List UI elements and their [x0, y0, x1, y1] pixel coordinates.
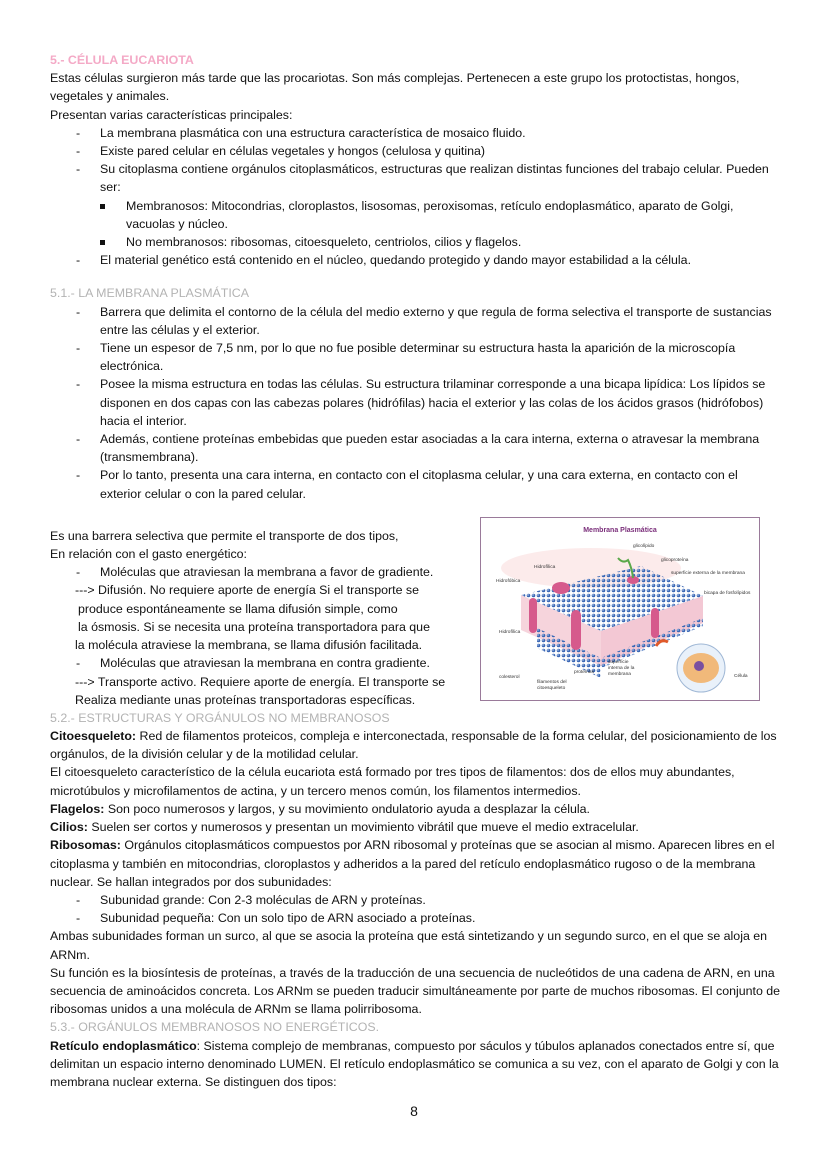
- term: Cilios:: [50, 820, 88, 835]
- paragraph: [50, 836, 782, 891]
- figure-label: Hidrofílica: [534, 564, 556, 570]
- list-item: - Moléculas que atraviesan la membrana en contra gradiente.: [50, 654, 480, 672]
- list-item: - Subunidad grande: Con 2-3 moléculas de ARN y proteínas.: [50, 891, 782, 909]
- figure-label: glicoproteína: [661, 557, 689, 563]
- document-page: [50, 51, 782, 1091]
- term: Citoesqueleto:: [50, 729, 137, 744]
- section-title: 5.2.- ESTRUCTURAS Y ORGÁNULOS NO MEMBRANOSOS: [50, 710, 390, 725]
- text-line: la ósmosis. Si se necesita una proteína transportadora para que: [78, 619, 430, 634]
- paragraph: Presentan varias características principales:: [50, 107, 293, 122]
- list-item: - Subunidad pequeña: Con un solo tipo de ARN asociado a proteínas.: [50, 909, 782, 927]
- definition: Suelen ser cortos y numerosos y presentan un movimiento vibrátil que mueve el medio extracelular.: [87, 820, 639, 835]
- page-number: 8: [410, 1103, 418, 1119]
- term: Ribosomas:: [50, 838, 121, 853]
- list-item: - Tiene un espesor de 7,5 nm, por lo que no fue posible determinar su estructura hasta la aparición de la microscopía electrónica.: [50, 339, 782, 375]
- figure-label: Hidrofílica: [499, 629, 521, 635]
- figure-label: proteínas: [574, 669, 595, 675]
- list-item: - Además, contiene proteínas embebidas que pueden estar asociadas a la cara interna, externa o atravesar la membrana (transmembrana).: [50, 430, 782, 466]
- text-line: Realiza mediante unas proteínas transportadoras específicas.: [75, 692, 416, 707]
- sub-list-item: No membranosos: ribosomas, citoesqueleto, centriolos, cilios y flagelos.: [50, 233, 782, 251]
- list-item: - Su citoplasma contiene orgánulos citoplasmáticos, estructuras que realizan distintas funciones del trabajo celular. Pueden ser:: [50, 160, 782, 196]
- section-title: 5.- CÉLULA EUCARIOTA: [50, 53, 194, 67]
- figure-title: Membrana Plasmática: [583, 526, 657, 534]
- figure-label: bicapa de fosfolípidos: [704, 590, 751, 596]
- paragraph: Ambas subunidades forman un surco, al que se asocia la proteína que está sintetizando y un segundo surco, en el que se aloja en ARNm.: [50, 929, 768, 962]
- text-line: produce espontáneamente se llama difusión simple, como: [78, 601, 398, 616]
- figure-label: superficie interna de la membrana: [608, 659, 635, 677]
- figure-label: Célula: [734, 673, 748, 679]
- paragraph: Estas células surgieron más tarde que las procariotas. Son más complejas. Pertenecen a este grupo los protoctistas, hongos, vegetales y animales.: [50, 71, 740, 104]
- section-title: 5.1.- LA MEMBRANA PLASMÁTICA: [50, 286, 249, 301]
- list-item: - La membrana plasmática con una estructura característica de mosaico fluido.: [50, 124, 782, 142]
- term: Flagelos:: [50, 801, 105, 816]
- figure-label: superficie externa de la membrana: [671, 570, 745, 576]
- transport-text: [50, 527, 480, 709]
- list-item: - Barrera que delimita el contorno de la célula del medio externo y que regula de forma selectiva el transporte de sustancias entre las células y el exterior.: [50, 303, 782, 339]
- text-line: ---> Difusión. No requiere aporte de energía Si el transporte se: [75, 583, 420, 598]
- paragraph: [50, 800, 782, 818]
- figure-label: filamentos del citoesqueleto: [537, 679, 567, 691]
- definition: : Sistema complejo de membranas, compuesto por sáculos y túbulos aplanados conectados entre sí, que delimitan un espacio interno denominado LUMEN. El retículo endoplasmático se comunica a su vez, con el aparato de Golgi y con la membrana nuclear externa. Se distinguen dos tipos:: [50, 1038, 779, 1089]
- list-item: - Existe pared celular en células vegetales y hongos (celulosa y quitina): [50, 142, 782, 160]
- figure-label: colesterol: [499, 674, 520, 680]
- paragraph: [50, 727, 782, 763]
- list-item: - Posee la misma estructura en todas las células. Su estructura trilaminar corresponde a una bicapa lipídica: Los lípidos se disponen en dos capas con las cabezas polares (hidrófilas) hacia el exterior y las colas de los ácidos grasos (hidrófobos) hacia el interior.: [50, 375, 782, 430]
- section-title: 5.3.- ORGÁNULOS MEMBRANOSOS NO ENERGÉTICOS.: [50, 1020, 380, 1035]
- paragraph: Su función es la biosíntesis de proteínas, a través de la traducción de una secuencia de nucleótidos de una cadena de ARN, en una secuencia de aminoácidos concreta. Los ARNm se pueden traducir simultáneamente por parte de muchos ribosomas. El conjunto de ribosomas unidos a una molécula de ARNm se llama polirribosoma.: [50, 965, 781, 1017]
- figure-label: Hidrofóbica: [496, 578, 521, 584]
- paragraph: [50, 1037, 782, 1092]
- definition: Red de filamentos proteicos, compleja e interconectada, responsable de la forma celular, del posicionamiento de los orgánulos, de la división celular y de la motilidad celular.: [50, 729, 777, 762]
- text-line: Es una barrera selectiva que permite el transporte de dos tipos,: [50, 528, 399, 543]
- paragraph: [50, 818, 782, 836]
- text-line: ---> Transporte activo. Requiere aporte de energía. El transporte se: [75, 674, 446, 689]
- membrane-figure: [480, 517, 760, 701]
- paragraph: El citoesqueleto característico de la célula eucariota está formado por tres tipos de filamentos: dos de ellos muy abundantes, microtúbulos y microfilamentos de actina, y un tercero menos común, los filamentos intermedios.: [50, 765, 735, 798]
- figure-label: glicolípido: [633, 543, 655, 549]
- definition: Orgánulos citoplasmáticos compuestos por ARN ribosomal y proteínas que se asocian al mismo. Aparecen libres en el citoplasma y también en mitocondrias, cloroplastos y adheridos a la pared del retículo endoplasmático rugoso o de la membrana nuclear. Se hallan integrados por dos subunidades:: [50, 838, 775, 889]
- text-line: la molécula atraviese la membrana, se llama difusión facilitada.: [75, 638, 423, 653]
- list-item: - El material genético está contenido en el núcleo, quedando protegido y dando mayor estabilidad a la célula.: [50, 251, 782, 269]
- definition: Son poco numerosos y largos, y su movimiento ondulatorio ayuda a desplazar la célula.: [104, 801, 590, 816]
- term: Retículo endoplasmático: [50, 1038, 197, 1053]
- text-line: En relación con el gasto energético:: [50, 547, 247, 562]
- list-item: - Por lo tanto, presenta una cara interna, en contacto con el citoplasma celular, y una cara externa, en contacto con el exterior celular o con la pared celular.: [50, 466, 782, 502]
- sub-list-item: Membranosos: Mitocondrias, cloroplastos, lisosomas, peroxisomas, retículo endoplasmático, aparato de Golgi, vacuolas y núcleo.: [50, 197, 782, 233]
- list-item: - Moléculas que atraviesan la membrana a favor de gradiente.: [50, 563, 480, 581]
